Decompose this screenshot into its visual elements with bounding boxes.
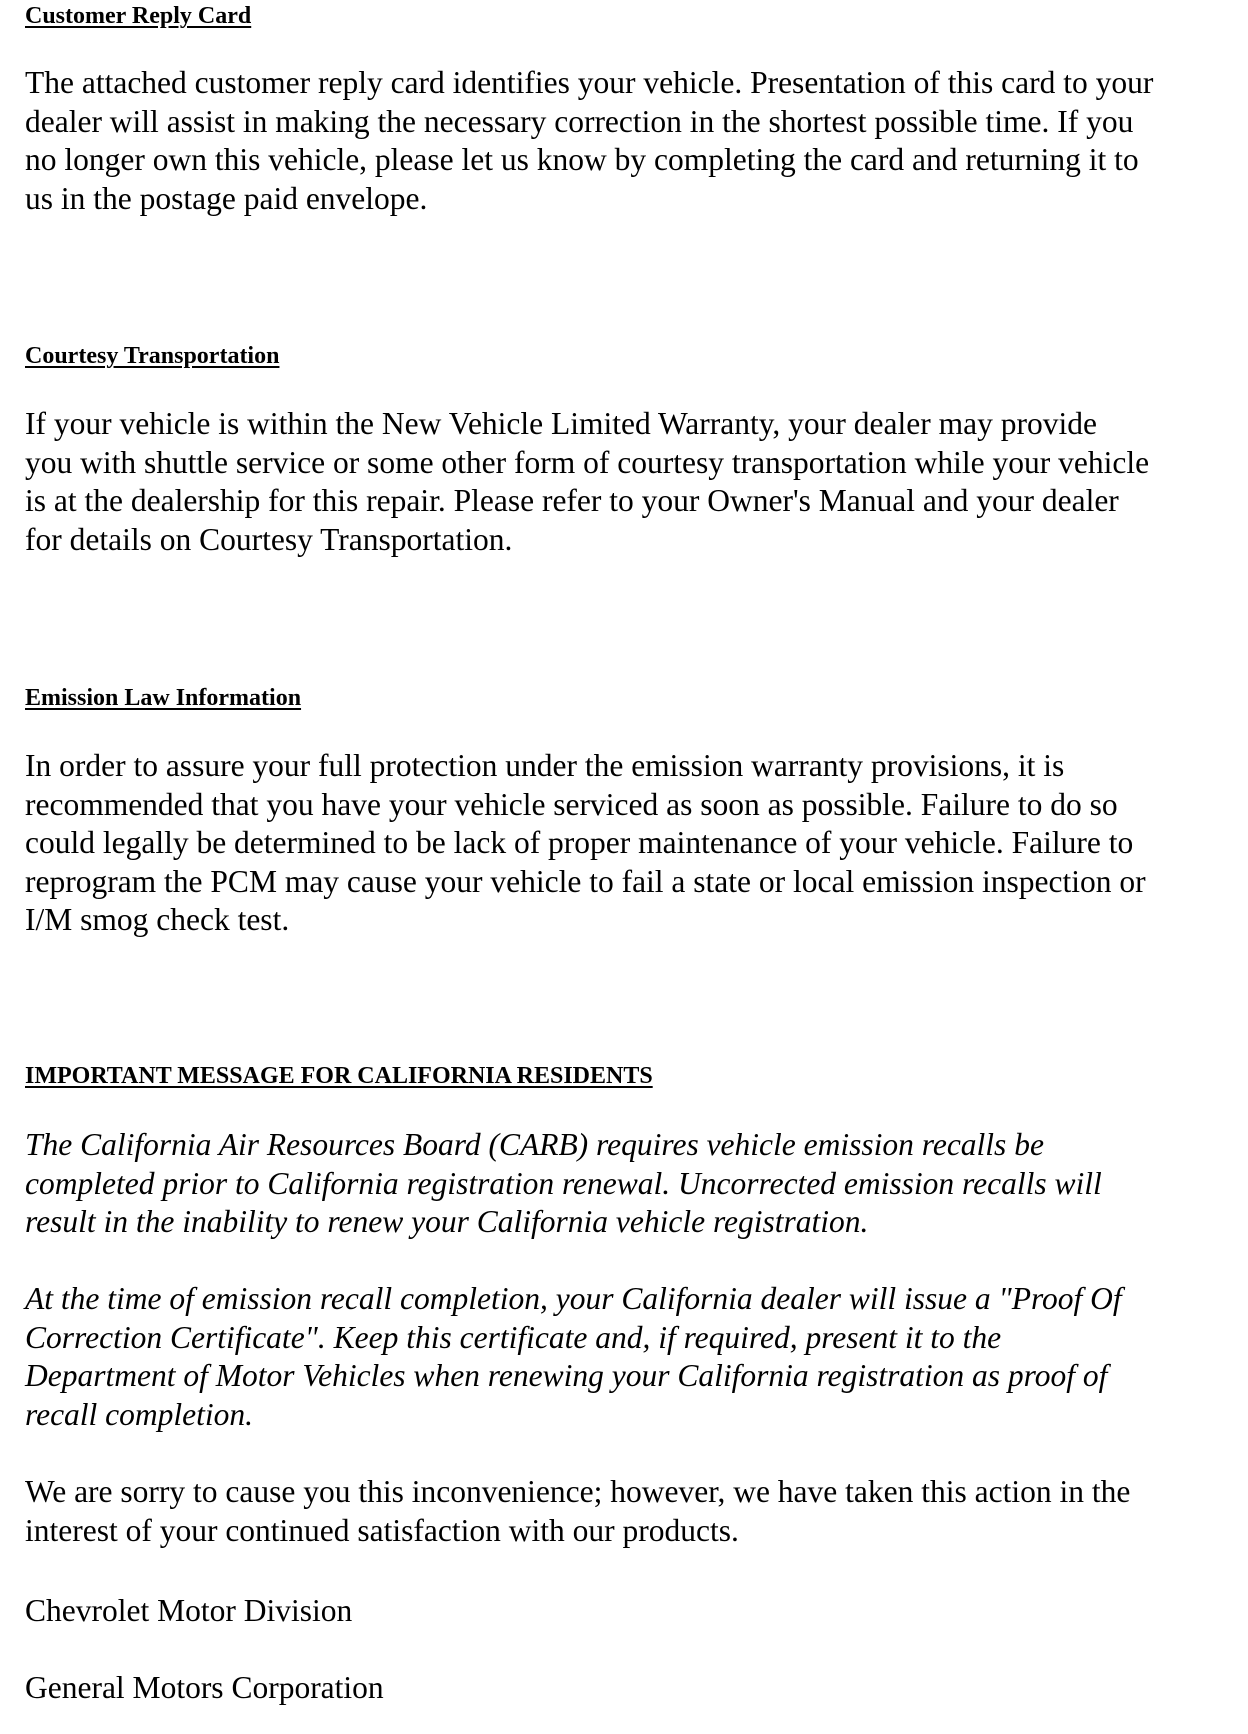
text-line: reprogram the PCM may cause your vehicle to fail a state or local emission inspection or: [25, 863, 1146, 899]
text-line: recommended that you have your vehicle serviced as soon as possible. Failure to do so: [25, 786, 1118, 822]
paragraph-carb-requirement: [25, 1126, 1225, 1242]
text-line: is at the dealership for this repair. Please refer to your Owner's Manual and your dealer: [25, 483, 1119, 518]
text-line: We are sorry to cause you this inconvenience; however, we have taken this action in the: [25, 1474, 1131, 1509]
text-line: interest of your continued satisfaction with our products.: [25, 1512, 739, 1548]
paragraph-proof-of-correction: [25, 1280, 1225, 1434]
text-line: If your vehicle is within the New Vehicle Limited Warranty, your dealer may provide: [25, 406, 1097, 441]
paragraph-courtesy-transportation: [25, 405, 1225, 559]
paragraph-apology: [25, 1473, 1225, 1550]
text-line: could legally be determined to be lack of proper maintenance of your vehicle. Failure to: [25, 825, 1134, 860]
text-line: Department of Motor Vehicles when renewing your California registration as proof of: [25, 1358, 1108, 1393]
signature-corporation: [25, 1669, 1225, 1708]
text-line: recall completion.: [25, 1396, 254, 1432]
heading-courtesy-transportation: Courtesy Transportation: [25, 343, 280, 369]
text-line: General Motors Corporation: [25, 1670, 384, 1705]
text-line: I/M smog check test.: [25, 902, 290, 937]
text-line: The attached customer reply card identifies your vehicle. Presentation of this card to your: [25, 65, 1154, 100]
text-line: you with shuttle service or some other form of courtesy transportation while your vehicle: [25, 444, 1150, 480]
text-line: The California Air Resources Board (CARB) requires vehicle emission recalls be: [25, 1127, 1044, 1162]
text-line: dealer will assist in making the necessary correction in the shortest possible time. If you: [25, 103, 1134, 139]
text-line: no longer own this vehicle, please let us know by completing the card and returning it to: [25, 142, 1139, 177]
heading-emission-law-information: Emission Law Information: [25, 685, 302, 711]
text-line: us in the postage paid envelope.: [25, 180, 428, 216]
text-line: result in the inability to renew your California vehicle registration.: [25, 1204, 869, 1239]
heading-california-residents: IMPORTANT MESSAGE FOR CALIFORNIA RESIDENTS: [25, 1063, 653, 1089]
text-line: Chevrolet Motor Division: [25, 1593, 353, 1628]
text-line: In order to assure your full protection under the emission warranty provisions, it is: [25, 748, 1065, 783]
text-line: for details on Courtesy Transportation.: [25, 521, 513, 557]
heading-customer-reply-card: Customer Reply Card: [25, 3, 252, 29]
text-line: Correction Certificate". Keep this certificate and, if required, present it to the: [25, 1319, 1002, 1355]
signature-division: [25, 1592, 1225, 1631]
text-line: At the time of emission recall completion, your California dealer will issue a "Proof Of: [25, 1281, 1122, 1316]
paragraph-customer-reply-card: [25, 64, 1225, 218]
paragraph-emission-law-information: [25, 747, 1225, 940]
text-line: completed prior to California registration renewal. Uncorrected emission recalls will: [25, 1165, 1102, 1201]
